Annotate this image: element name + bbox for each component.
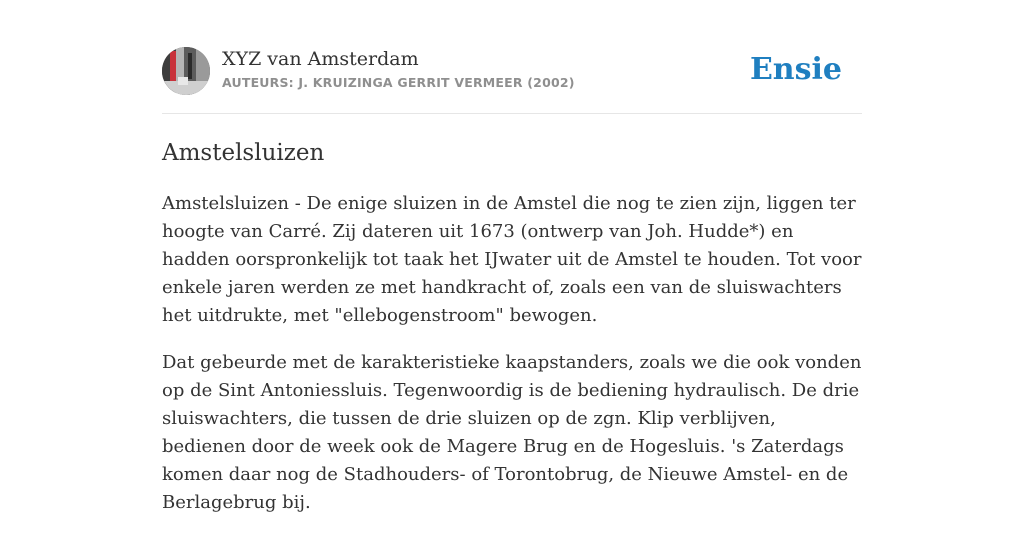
header-divider [162, 113, 862, 114]
entry-title: Amstelsluizen [162, 140, 325, 166]
book-cover-avatar[interactable] [162, 47, 210, 95]
ensie-logo[interactable]: Ensie [749, 52, 842, 87]
entry-paragraph: Amstelsluizen - De enige sluizen in de Amstel die nog te zien zijn, liggen ter hoogte van Carré. Zij dateren uit 1673 (ontwerp van Joh. Hudde*) en hadden oorspronkelijk tot taak het IJwater uit de Amstel te houden. Tot voor enkele jaren werden ze met handkracht of, zoals een van de sluiswachters het uitdrukte, met "ellebogenstroom" bewogen. [162, 193, 862, 326]
page-header [162, 46, 862, 98]
book-title-link[interactable]: XYZ van Amsterdam [222, 48, 419, 70]
entry-body [162, 190, 864, 536]
book-authors: AUTEURS: J. KRUIZINGA GERRIT VERMEER (2002) [222, 75, 575, 90]
book-cover-image [162, 47, 210, 95]
book-meta [222, 46, 575, 91]
entry-paragraph: Dat gebeurde met de karakteristieke kaapstanders, zoals we die ook vonden op de Sint Antoniessluis. Tegenwoordig is de bediening hydraulisch. De drie sluiswachters, die tussen de drie sluizen op de zgn. Klip verblijven, bedienen door de week ook de Magere Brug en de Hogesluis. 's Zaterdags komen daar nog de Stadhouders- of Torontobrug, de Nieuwe Amstel- en de Berlagebrug bij. [162, 352, 862, 513]
